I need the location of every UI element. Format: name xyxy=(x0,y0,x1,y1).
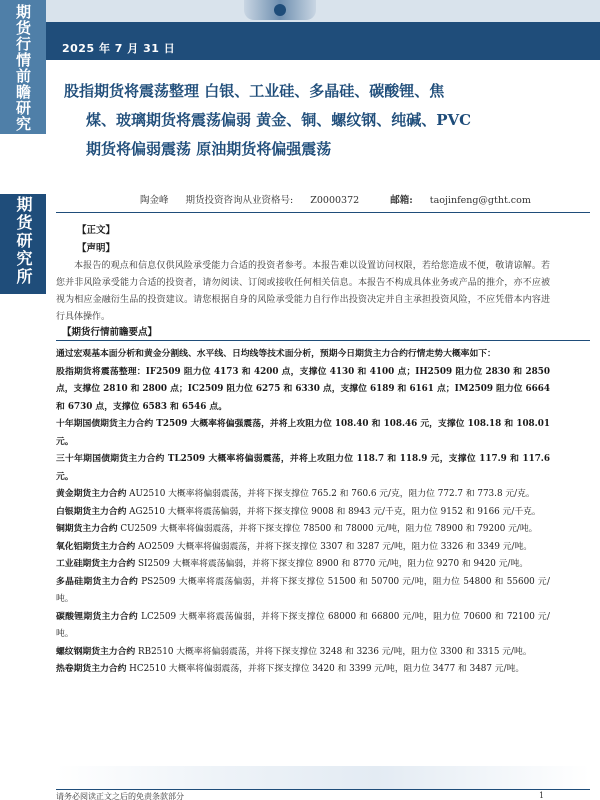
footer-watermark-band xyxy=(56,766,590,790)
author-line xyxy=(140,192,580,206)
title-line: 煤、玻璃期货将震荡偏弱 黄金、铜、螺纹钢、纯碱、PVC xyxy=(86,111,472,129)
cert-label: 期货投资咨询从业资格号: xyxy=(185,195,294,206)
point-lead: 螺纹钢期货主力合约 xyxy=(56,646,136,657)
author-name: 陶金峰 xyxy=(140,195,169,206)
sidebar-institute-label: 期货研究所 xyxy=(14,196,33,286)
point-lead: 股指期货将震荡整理： xyxy=(56,366,146,377)
point-text: T2509 大概率将偏强震荡，并将上攻阻力位 108.40 和 108.46 元，支撑位 108.18 和 108.01 元。 xyxy=(56,419,550,447)
point-lead: 黄金期货主力合约 xyxy=(56,489,127,499)
title-line: 股指期货将震荡整理 白银、工业硅、多晶硅、碳酸锂、焦 xyxy=(64,82,445,100)
point-item xyxy=(56,451,550,486)
point-text: TL2509 大概率将偏弱震荡，并将上攻阻力位 118.7 和 118.9 元，支撑位 117.9 和 117.6 元。 xyxy=(56,454,550,482)
point-lead: 工业硅期货主力合约 xyxy=(56,559,136,569)
email-address[interactable]: taojinfeng@gtht.com xyxy=(429,195,531,206)
point-lead: 白银期货主力合约 xyxy=(56,506,127,517)
title-line: 期货将偏弱震荡 原油期货将偏强震荡 xyxy=(86,140,332,158)
points-label: 【期货行情前瞻要点】 xyxy=(62,327,158,338)
point-item xyxy=(56,556,550,574)
point-item xyxy=(56,609,550,644)
header-banner xyxy=(46,0,600,60)
email-label: 邮箱: xyxy=(390,195,413,206)
footer-divider xyxy=(56,789,590,790)
point-item xyxy=(56,574,550,609)
point-lead: 热卷期货主力合约 xyxy=(56,664,127,674)
page-number: 1 xyxy=(539,791,545,800)
point-lead: 氧化铝期货主力合约 xyxy=(56,541,136,552)
sidebar-top-band xyxy=(0,0,46,134)
point-text: CU2509 大概率将偏弱震荡，并将下探支撑位 78500 和 78000 元/吨，阻力位 78900 和 79200 元/吨。 xyxy=(117,524,538,534)
sidebar-spacer xyxy=(0,134,46,194)
point-item xyxy=(56,504,550,522)
point-text: LC2509 大概率将震荡偏弱，并将下探支撑位 68000 和 66800 元/吨，阻力位 70600 和 72100 元/吨。 xyxy=(56,611,550,639)
sidebar-bottom-band xyxy=(0,194,46,294)
disclaimer-text: 本报告的观点和信息仅供风险承受能力合适的投资者参考。本报告难以设置访问权限，若给您造成不便，敬请谅解。若您并非风险承受能力合适的投资者，请勿阅读、订阅或接收任何相关信息。本报告不构成具体业务或产品的推介，亦不应被视为相应金融衍生品的投资建议。请您根据自身的风险承受能力自行作出投资决定并自主承担投资风险，不应凭借本内容进行具体操作。 xyxy=(56,261,550,322)
point-item xyxy=(56,486,550,504)
point-lead: 铜期货主力合约 xyxy=(56,524,118,534)
email-block xyxy=(390,195,545,206)
point-lead: 三十年期国债期货主力合约 xyxy=(56,454,165,464)
point-text: SI2509 大概率将震荡偏弱，并将下探支撑位 8900 和 8770 元/吨，阻力位 9270 和 9420 元/吨。 xyxy=(135,559,529,569)
point-item xyxy=(56,644,550,662)
cert-block xyxy=(186,195,374,206)
point-text: AO2509 大概率将偏弱震荡，并将下探支撑位 3307 和 3287 元/吨，阻力位 3326 和 3349 元/吨。 xyxy=(135,541,533,552)
sidebar-series-label: 期货行情前瞻研究 xyxy=(14,4,32,132)
statement-label: 【声明】 xyxy=(77,243,116,254)
point-text: PS2509 大概率将震荡偏弱，并将下探支撑位 51500 和 50700 元/吨，阻力位 54800 和 55600 元/吨。 xyxy=(56,576,550,604)
point-item xyxy=(56,521,550,539)
point-lead: 十年期国债期货主力合约 xyxy=(56,419,154,429)
brand-logo-icon xyxy=(244,0,316,20)
sidebar xyxy=(0,0,46,800)
footer-notice: 请务必阅读正文之后的免责条款部分 xyxy=(56,792,184,800)
key-points xyxy=(56,346,550,679)
point-text: AU2510 大概率将偏弱震荡，并将下探支撑位 765.2 和 760.6 元/克，阻力位 772.7 和 773.8 元/克。 xyxy=(126,489,535,499)
report-date: 2025 年 7 月 31 日 xyxy=(62,42,176,55)
body-label: 【正文】 xyxy=(77,225,116,236)
point-item xyxy=(56,661,550,679)
point-text: HC2510 大概率将偏弱震荡，并将下探支撑位 3420 和 3399 元/吨，阻力位 3477 和 3487 元/吨。 xyxy=(126,664,525,674)
point-lead: 多晶硅期货主力合约 xyxy=(56,576,139,587)
point-text: RB2510 大概率将偏弱震荡，并将下探支撑位 3248 和 3236 元/吨，阻力位 3300 和 3315 元/吨。 xyxy=(135,646,532,657)
point-text: IF2509 阻力位 4173 和 4200 点，支撑位 4130 和 4100 点；IH2509 阻力位 2830 和 2850 点，支撑位 2810 和 2800 点；IC2509 阻力位 6275 和 6330 点，支撑位 6189 和 6161 点；IM2509 阻力位 6664 和 6730 点，支撑位 6583 和 6546 点。 xyxy=(56,366,550,412)
point-lead: 碳酸锂期货主力合约 xyxy=(56,611,138,622)
point-item xyxy=(56,539,550,557)
cert-number: Z0000372 xyxy=(310,195,360,206)
points-list xyxy=(56,364,550,679)
divider xyxy=(56,212,590,213)
report-title xyxy=(60,77,590,164)
divider xyxy=(56,340,590,341)
point-item xyxy=(56,416,550,451)
points-intro: 通过宏观基本面分析和黄金分割线、水平线、日均线等技术面分析，预期今日期货主力合约行情走势大概率如下： xyxy=(56,349,496,359)
point-item xyxy=(56,364,550,417)
point-text: AG2510 大概率将震荡偏弱，并将下探支撑位 9008 和 8943 元/千克，阻力位 9152 和 9166 元/千克。 xyxy=(126,506,541,517)
header-top-band xyxy=(46,0,600,22)
